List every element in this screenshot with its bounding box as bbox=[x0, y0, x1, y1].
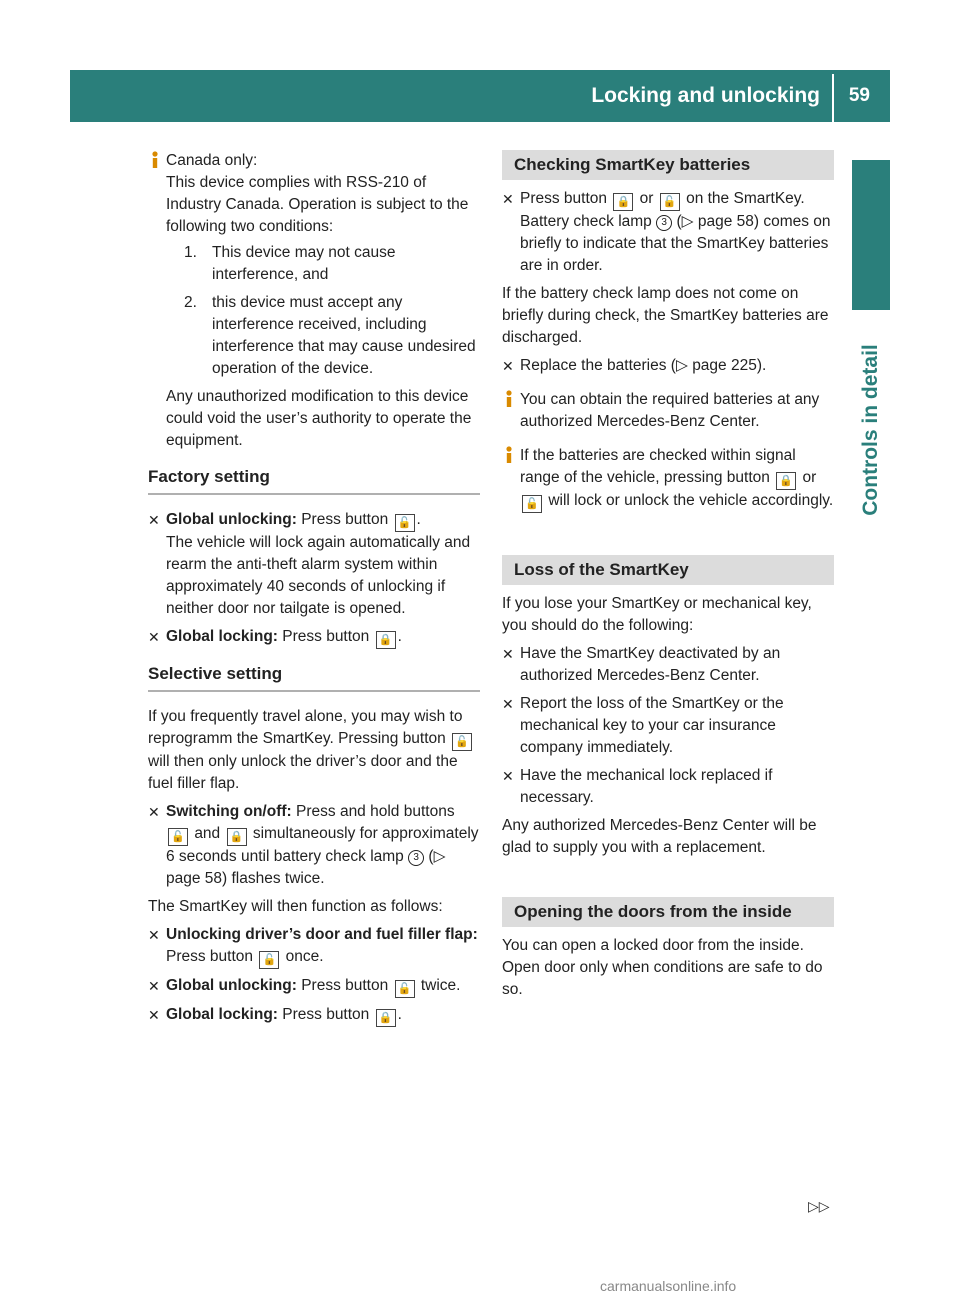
step-text: . bbox=[397, 1006, 402, 1023]
step-marker: ✕ bbox=[148, 512, 160, 528]
lock-key-icon: 🔒 bbox=[376, 631, 396, 649]
step-marker: ✕ bbox=[502, 696, 514, 712]
info-icon bbox=[502, 390, 517, 407]
condition-item bbox=[184, 292, 480, 380]
canada-title: Canada only: bbox=[166, 152, 258, 169]
unlock-key-icon: 🔓 bbox=[259, 951, 279, 969]
lock-key-icon: 🔒 bbox=[776, 472, 796, 490]
loss-after: Any authorized Mercedes-Benz Center will be glad to supply you with a replacement. bbox=[502, 817, 817, 856]
header-title: Locking and unlocking bbox=[591, 84, 820, 107]
canada-after: Any unauthorized modification to this device could void the user’s authority to operate the equipment. bbox=[166, 388, 472, 449]
step-text: Battery check lamp bbox=[520, 213, 652, 230]
step-unlocking-driver bbox=[148, 924, 480, 969]
unlock-key-icon: 🔓 bbox=[452, 733, 472, 751]
step-label: Unlocking driver’s door and fuel filler flap: bbox=[166, 926, 478, 943]
condition-number: 2. bbox=[184, 294, 197, 311]
step-text: page 58) comes on briefly to indicate that the SmartKey batteries are in order. bbox=[520, 213, 831, 274]
step-description bbox=[520, 211, 834, 277]
step-marker: ✕ bbox=[502, 646, 514, 662]
batteries-note bbox=[502, 389, 834, 433]
step-text: Press button bbox=[301, 977, 389, 994]
step-text: Press and hold buttons bbox=[296, 803, 455, 820]
step-label: Global locking: bbox=[166, 628, 278, 645]
canada-note bbox=[148, 150, 480, 452]
step-text: twice. bbox=[420, 977, 461, 994]
condition-number: 1. bbox=[184, 244, 197, 261]
step-text: Replace the batteries ( bbox=[520, 357, 676, 374]
step-text: once. bbox=[285, 948, 324, 965]
step-text: Have the mechanical lock replaced if necessary. bbox=[520, 767, 773, 806]
condition-item bbox=[184, 242, 480, 286]
step-global-locking bbox=[148, 626, 480, 649]
step-text: Press button bbox=[520, 190, 608, 207]
intro-text: will then only unlock the driver’s door and the fuel filler flap. bbox=[148, 753, 458, 792]
factory-setting-heading: Factory setting bbox=[148, 466, 480, 495]
step-replace-batteries bbox=[502, 355, 834, 377]
step-label: Global unlocking: bbox=[166, 511, 297, 528]
step-label: Global locking: bbox=[166, 1006, 278, 1023]
page-ref-arrow: ▷ bbox=[433, 848, 446, 865]
side-tab-label: Controls in detail bbox=[859, 344, 882, 516]
unlock-key-icon: 🔓 bbox=[660, 193, 680, 211]
left-column bbox=[148, 150, 480, 1033]
callout-number: 3 bbox=[656, 215, 672, 231]
step-global-locking-2 bbox=[148, 1004, 480, 1027]
step-global-unlocking bbox=[148, 509, 480, 620]
info-icon bbox=[502, 446, 517, 463]
loss-heading: Loss of the SmartKey bbox=[502, 555, 834, 585]
info-icon bbox=[148, 151, 163, 168]
step-label: Global unlocking: bbox=[166, 977, 297, 994]
step-text: or bbox=[639, 190, 654, 207]
right-column bbox=[502, 150, 834, 1007]
loss-step bbox=[502, 643, 834, 687]
note-text: If the batteries are checked within signal range of the vehicle, pressing button bbox=[520, 447, 796, 486]
note-text: or bbox=[802, 469, 817, 486]
page-ref-arrow: ▷ bbox=[675, 357, 688, 374]
step-text: on the SmartKey. bbox=[686, 190, 805, 207]
step-text: Press button bbox=[282, 628, 370, 645]
step-marker: ✕ bbox=[148, 1007, 160, 1023]
step-text: Report the loss of the SmartKey or the mechanical key to your car insurance company immediately. bbox=[520, 695, 784, 756]
doors-heading: Opening the doors from the inside bbox=[502, 897, 834, 927]
step-marker: ✕ bbox=[502, 768, 514, 784]
step-text: and bbox=[194, 825, 221, 842]
lock-key-icon: 🔒 bbox=[227, 828, 247, 846]
side-tab bbox=[852, 315, 890, 545]
step-text: Press button bbox=[301, 511, 389, 528]
conditions-list bbox=[184, 242, 480, 380]
step-press-button bbox=[502, 188, 834, 277]
step-global-unlocking-2 bbox=[148, 975, 480, 998]
step-text: . bbox=[397, 628, 402, 645]
unlock-key-icon: 🔓 bbox=[395, 514, 415, 532]
loss-step bbox=[502, 765, 834, 809]
page-number: 59 bbox=[848, 85, 870, 106]
step-label: Switching on/off: bbox=[166, 803, 292, 820]
loss-step bbox=[502, 693, 834, 759]
loss-intro: If you lose your SmartKey or mechanical key, you should do the following: bbox=[502, 595, 812, 634]
then-text: The SmartKey will then function as follows: bbox=[148, 898, 443, 915]
step-text: simultaneously for approximately 6 seconds until battery check lamp bbox=[166, 825, 479, 865]
intro-text: If you frequently travel alone, you may wish to reprogramm the SmartKey. Pressing button bbox=[148, 708, 463, 747]
step-text: Have the SmartKey deactivated by an authorized Mercedes-Benz Center. bbox=[520, 645, 781, 684]
unlock-key-icon: 🔓 bbox=[522, 495, 542, 513]
step-text: page 225). bbox=[692, 357, 767, 374]
step-text: page 58) flashes twice. bbox=[166, 870, 325, 887]
lock-key-icon: 🔒 bbox=[376, 1009, 396, 1027]
note-text: You can obtain the required batteries at any authorized Mercedes-Benz Center. bbox=[520, 391, 820, 430]
step-marker: ✕ bbox=[148, 927, 160, 943]
step-description: The vehicle will lock again automatically and rearm the anti-theft alarm system within approximately 40 seconds of unlocking if neither door nor tailgate is opened. bbox=[166, 534, 471, 617]
step-text: . bbox=[416, 511, 421, 528]
continue-marker: ▷▷ bbox=[808, 1198, 830, 1214]
step-text: Press button bbox=[282, 1006, 370, 1023]
step-marker: ✕ bbox=[502, 191, 514, 207]
step-text: ( bbox=[676, 213, 682, 230]
step-marker: ✕ bbox=[502, 358, 514, 374]
callout-number: 3 bbox=[408, 850, 424, 866]
battery-para: If the battery check lamp does not come on briefly during check, the SmartKey batteries are discharged. bbox=[502, 285, 829, 346]
page-ref-arrow: ▷ bbox=[681, 213, 694, 230]
unlock-key-icon: 🔓 bbox=[168, 828, 188, 846]
header-separator bbox=[832, 74, 834, 122]
condition-text: this device must accept any interference received, including interference that may cause undesired operation of the device. bbox=[212, 294, 476, 377]
step-switching bbox=[148, 801, 480, 890]
step-marker: ✕ bbox=[148, 978, 160, 994]
checking-batteries-heading: Checking SmartKey batteries bbox=[502, 150, 834, 180]
lock-key-icon: 🔒 bbox=[613, 193, 633, 211]
selective-intro bbox=[148, 706, 480, 795]
canada-text: This device complies with RSS-210 of Industry Canada. Operation is subject to the following two conditions: bbox=[166, 174, 469, 235]
step-marker: ✕ bbox=[148, 804, 160, 820]
step-marker: ✕ bbox=[148, 629, 160, 645]
unlock-key-icon: 🔓 bbox=[395, 980, 415, 998]
doors-text: You can open a locked door from the inside. Open door only when conditions are safe to do so. bbox=[502, 937, 823, 998]
step-text: Press button bbox=[166, 948, 254, 965]
condition-text: This device may not cause interference, and bbox=[212, 244, 396, 283]
signal-range-note bbox=[502, 445, 834, 513]
footer-watermark: carmanualsonline.info bbox=[600, 1278, 737, 1294]
selective-setting-heading: Selective setting bbox=[148, 663, 480, 692]
note-text: will lock or unlock the vehicle accordingly. bbox=[548, 492, 834, 509]
side-tab-marker bbox=[852, 160, 890, 310]
page-header bbox=[70, 70, 890, 122]
step-text: ( bbox=[428, 848, 434, 865]
